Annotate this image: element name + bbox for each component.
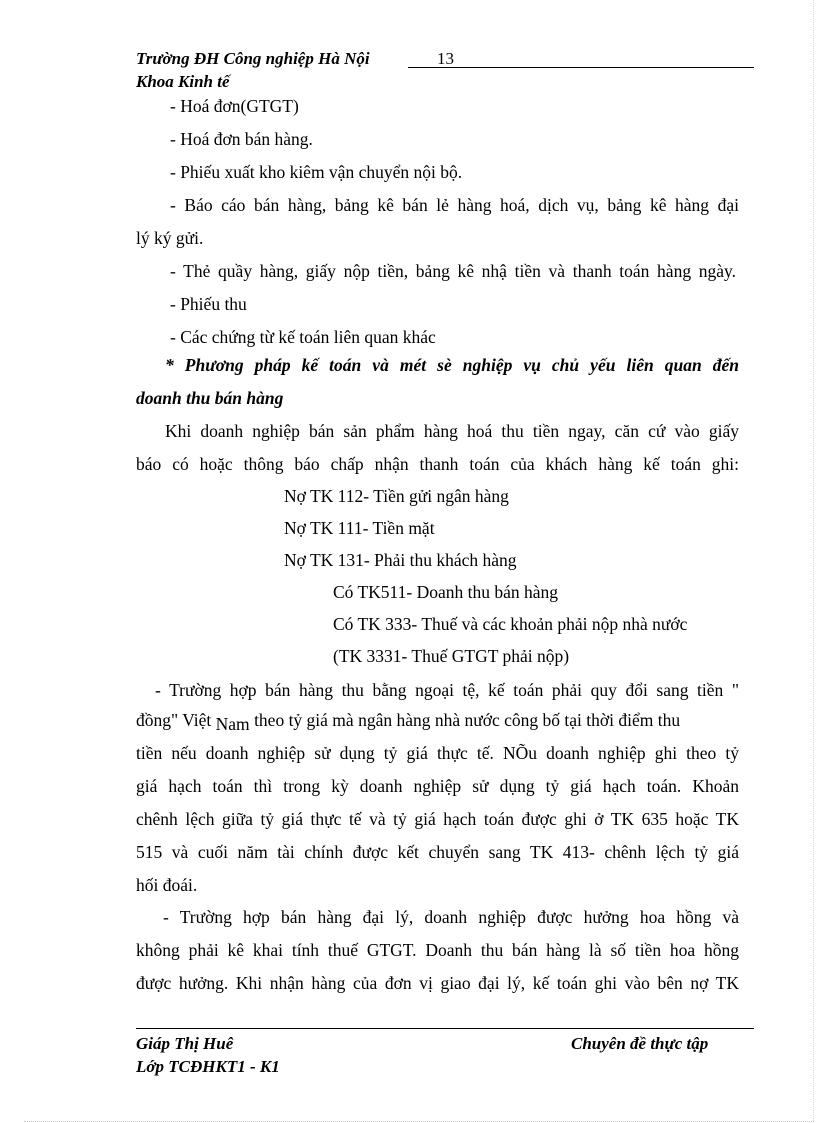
section-heading: * Phương pháp kế toán và mét sè nghiệp vụ chủ yếu liên quan đến — [165, 355, 739, 375]
header-department: Khoa Kinh tế — [136, 72, 230, 91]
paragraph-line: chênh lệch giữa tỷ giá thực tế và tỷ giá hạch toán được ghi ở TK 635 hoặc TK — [136, 809, 739, 829]
section-heading-continuation: doanh thu bán hàng — [136, 388, 284, 408]
accounting-entry: Có TK511- Doanh thu bán hàng — [333, 582, 559, 602]
list-item: - Hoá đơn bán hàng. — [170, 129, 313, 149]
footer-class: Lớp TCĐHKT1 - K1 — [136, 1057, 280, 1076]
paragraph-line — [136, 710, 739, 734]
header-rule — [408, 67, 754, 68]
header-school-name: Trường ĐH Công nghiệp Hà Nội — [136, 49, 370, 68]
paragraph-line: - Trường hợp bán hàng đại lý, doanh nghiệp được hưởng hoa hồng và — [163, 907, 739, 927]
paragraph-line: - Trường hợp bán hàng thu bằng ngoại tệ, kế toán phải quy đổi sang tiền " — [155, 680, 739, 700]
accounting-entry: Nợ TK 111- Tiền mặt — [284, 518, 435, 538]
list-item: - Phiếu thu — [170, 294, 247, 314]
list-item: - Hoá đơn(GTGT) — [170, 96, 299, 116]
paragraph-line: không phải kê khai tính thuế GTGT. Doanh thu bán hàng là số tiền hoa hồng — [136, 940, 739, 960]
list-item: - Phiếu xuất kho kiêm vận chuyển nội bộ. — [170, 162, 463, 182]
paragraph-line: 515 và cuối năm tài chính được kết chuyển sang TK 413- chênh lệch tỷ giá — [136, 842, 739, 862]
accounting-entry: (TK 3331- Thuế GTGT phải nộp) — [333, 646, 570, 666]
footer-author: Giáp Thị Huê — [136, 1034, 234, 1053]
accounting-entry: Nợ TK 112- Tiền gửi ngân hàng — [284, 486, 509, 506]
list-item-continuation: lý ký gửi. — [136, 228, 204, 248]
paragraph-line: tiền nếu doanh nghiệp sử dụng tỷ giá thực tế. NÕu doanh nghiệp ghi theo tỷ — [136, 743, 739, 763]
page-border-bottom — [24, 1121, 814, 1122]
page-border-right — [813, 0, 814, 1121]
footer-rule — [136, 1028, 754, 1029]
paragraph-text-lowered: Nam — [215, 714, 250, 734]
paragraph-text: đồng" Việt — [136, 710, 212, 730]
page-number: 13 — [437, 49, 454, 68]
paragraph-text: theo tỷ giá mà ngân hàng nhà nước công bố tại thời điểm thu — [254, 710, 681, 730]
accounting-entry: Nợ TK 131- Phải thu khách hàng — [284, 550, 517, 570]
footer-report-type: Chuyên đề thực tập — [571, 1034, 709, 1053]
list-item: - Thẻ quầy hàng, giấy nộp tiền, bảng kê nhậ tiền và thanh toán hàng ngày. — [170, 261, 736, 281]
list-item: - Các chứng từ kế toán liên quan khác — [170, 327, 436, 347]
accounting-entry: Có TK 333- Thuế và các khoản phải nộp nhà nước — [333, 614, 688, 634]
paragraph-line: báo có hoặc thông báo chấp nhận thanh toán của khách hàng kế toán ghi: — [136, 454, 739, 474]
paragraph-line: giá hạch toán thì trong kỳ doanh nghiệp sử dụng tỷ giá hạch toán. Khoản — [136, 776, 739, 796]
list-item: - Báo cáo bán hàng, bảng kê bán lẻ hàng hoá, dịch vụ, bảng kê hàng đại — [170, 195, 739, 215]
paragraph-line: được hưởng. Khi nhận hàng của đơn vị giao đại lý, kế toán ghi vào bên nợ TK — [136, 973, 739, 993]
paragraph-line: Khi doanh nghiệp bán sản phẩm hàng hoá thu tiền ngay, căn cứ vào giấy — [165, 421, 739, 441]
paragraph-line: hối đoái. — [136, 875, 198, 895]
